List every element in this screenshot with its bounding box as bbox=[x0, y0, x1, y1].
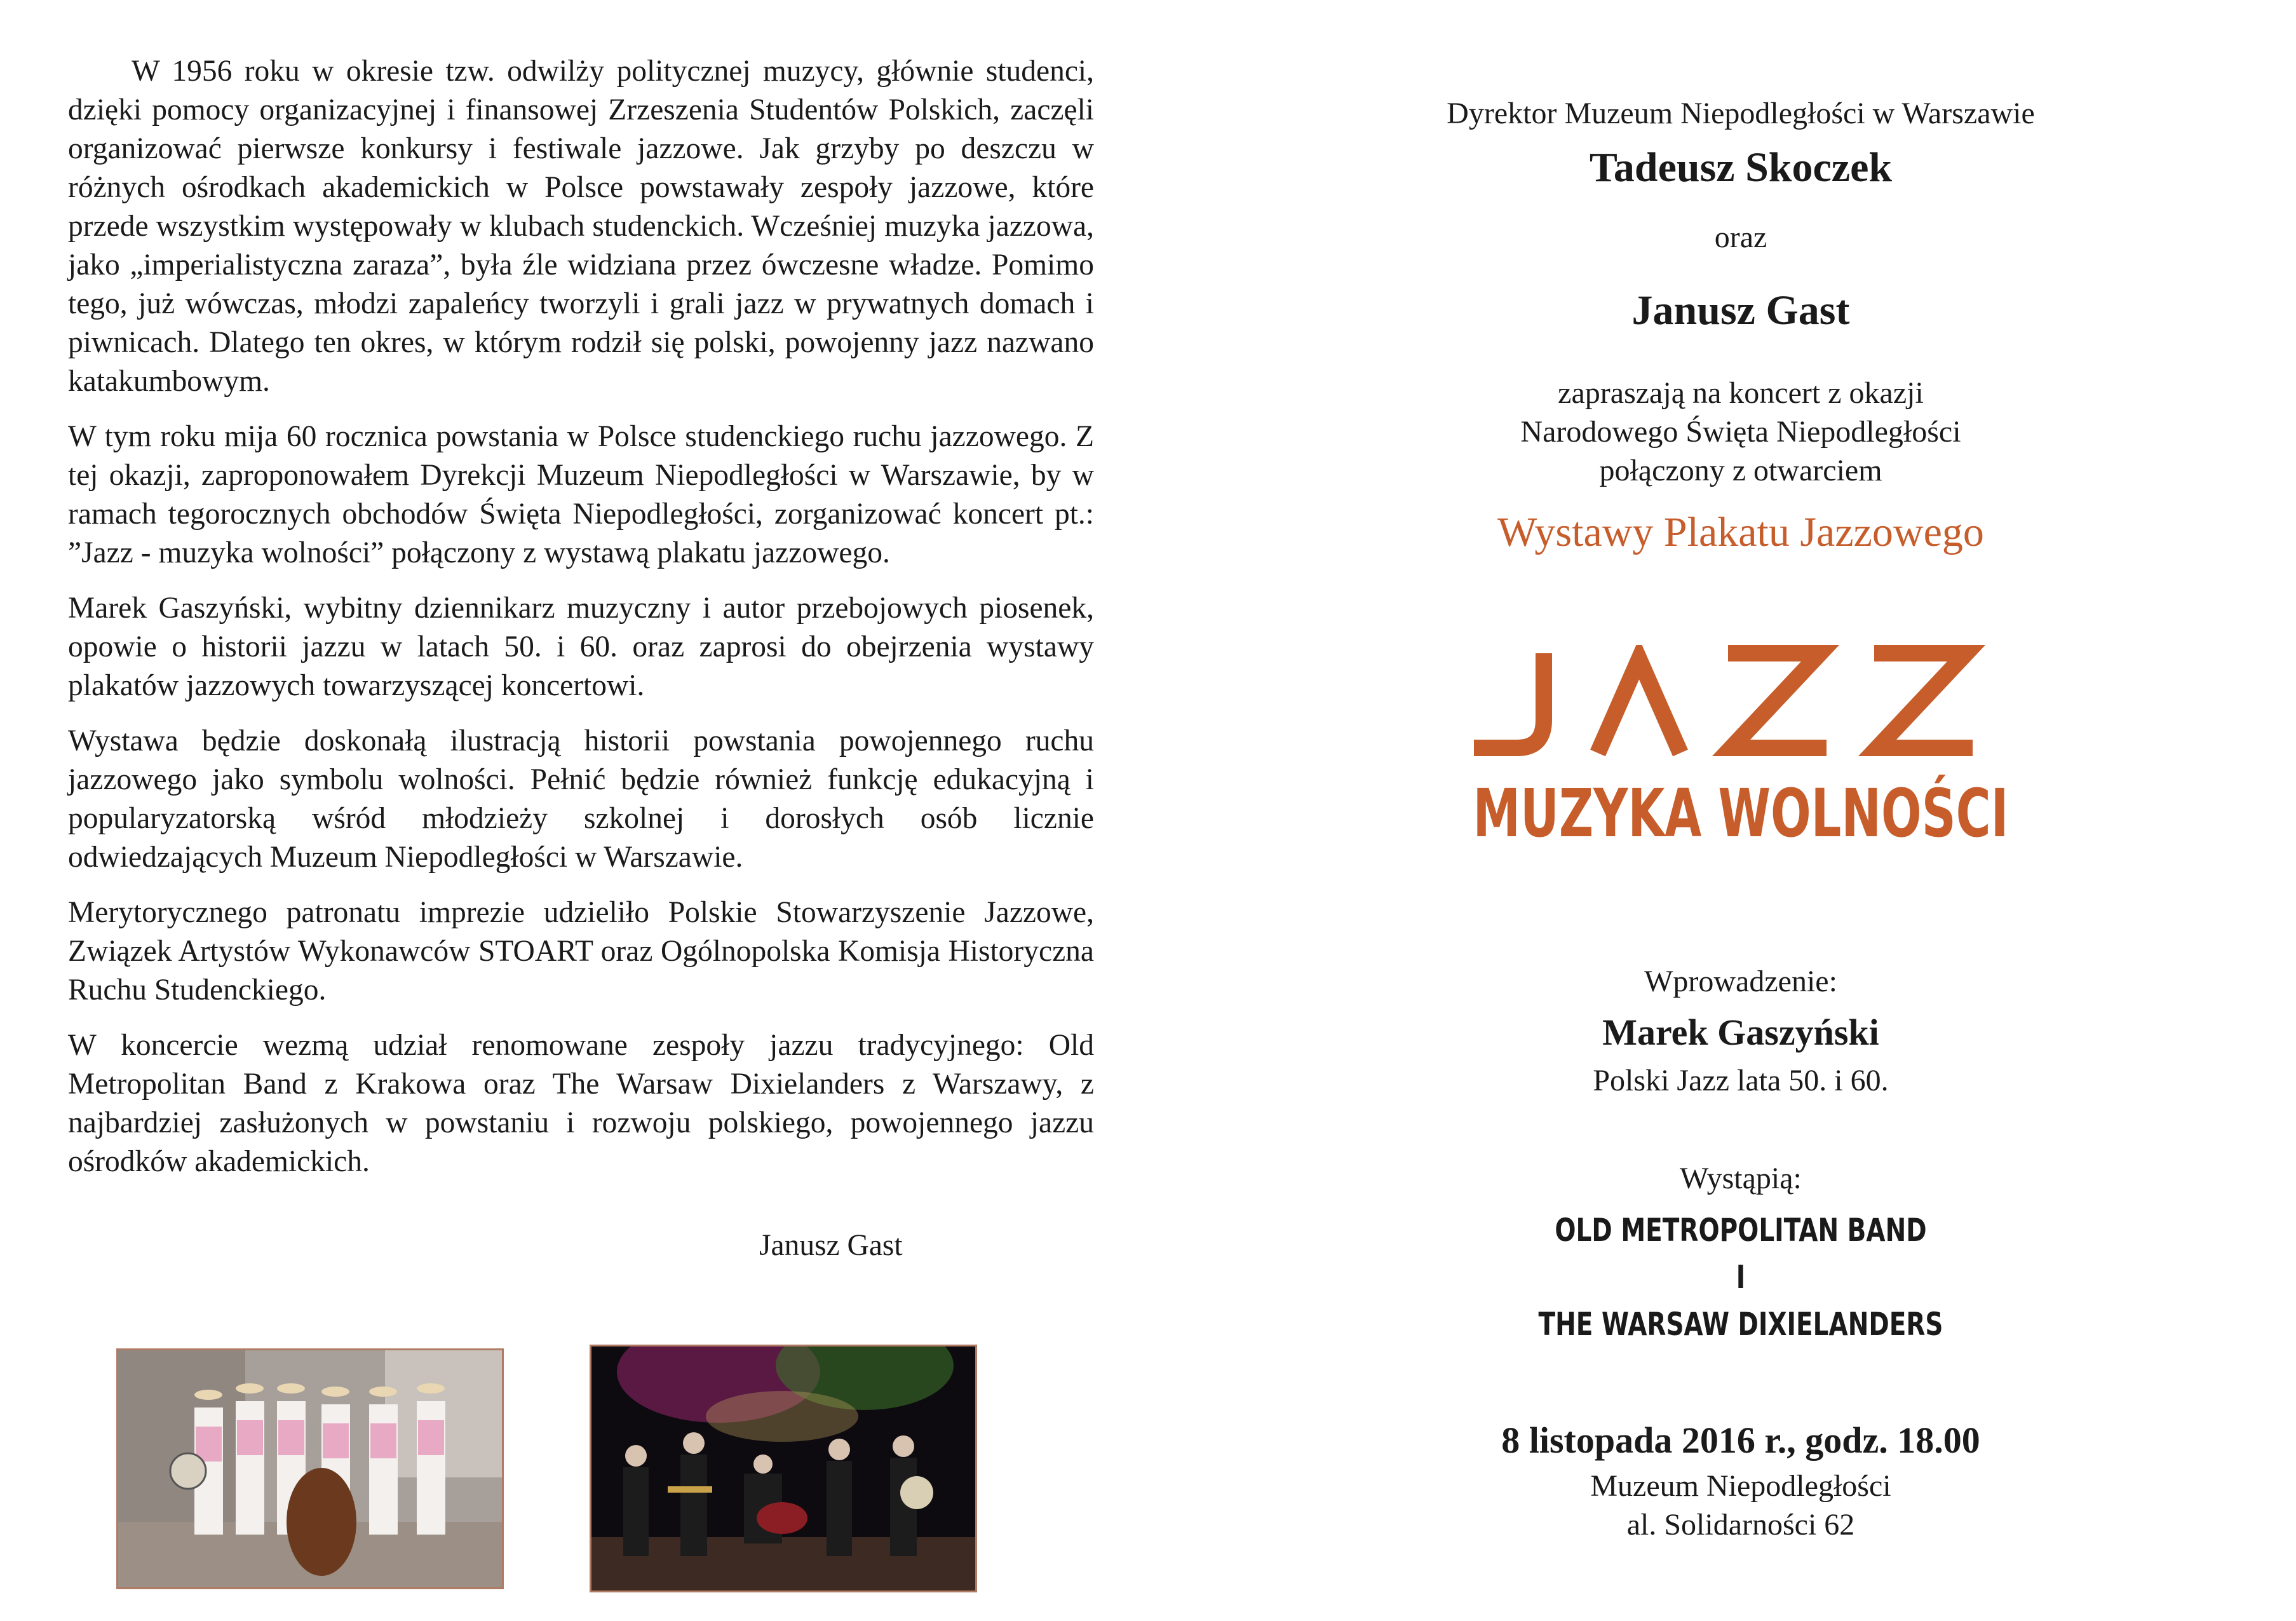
band-separator: I bbox=[1736, 1259, 1746, 1296]
host-name-2: Janusz Gast bbox=[1631, 287, 1850, 334]
intro-speaker: Marek Gaszyński bbox=[1602, 1012, 1879, 1053]
band-photo-stage bbox=[590, 1345, 977, 1592]
article-text bbox=[68, 52, 1094, 1198]
invite-line-3: połączony z otwarciem bbox=[1599, 454, 1882, 487]
band-name-1: OLD METROPOLITAN BAND bbox=[1555, 1212, 1927, 1249]
paragraph-bands: W koncercie wezmą udział renomowane zespoły jazzu tradycyjnego: Old Metropolitan Band z Krakowa oraz The Warsaw Dixielanders z Warszawy, z najbardziej zasłużonych w powstaniu i rozwoju polskiego, powojennego jazzu ośrodków akademickich. bbox=[68, 1029, 1094, 1178]
paragraph-history: W 1956 roku w okresie tzw. odwilży politycznej muzycy, głównie studenci, dzięki pomocy organizacyjnej i finansowej Zrzeszenia Studentów Polskich, zaczęli organizować pierwsze konkursy i festiwale jazzowe. Jak grzyby po deszczu w różnych ośrodkach akademickich w Polsce powstawały zespoły jazzowe, które przede wszystkim występowały w klubach studenckich. Wcześniej muzyka jazzowa, jako „imperialistyczna zaraza”, była źle widziana przez ówczesne władze. Pomimo tego, już wówczas, młodzi zapaleńcy tworzyli i grali jazz w prywatnych domach i piwnicach. Dlatego ten okres, w którym rodził się polski, powojenny jazz nazwano katakumbowym. bbox=[68, 55, 1094, 398]
paragraph-patronage: Merytorycznego patronatu imprezie udzieliło Polskie Stowarzyszenie Jazzowe, Związek Artystów Wykonawców STOART oraz Ogólnopolska Komisja Historyczna Ruchu Studenckiego. bbox=[68, 896, 1094, 1007]
paragraph-exhibition: Wystawa będzie doskonałą ilustracją historii powstania powojennego ruchu jazzowego jako symbolu wolności. Pełnić będzie również funkcję edukacyjną i popularyzatorską wśród młodzieży szkolnej i dorosłych osób licznie odwiedzających Muzeum Niepodległości w Warszawie. bbox=[68, 724, 1094, 874]
director-line: Dyrektor Muzeum Niepodległości w Warszawie bbox=[1447, 97, 2035, 130]
performers-label: Wystąpią: bbox=[1680, 1162, 1802, 1195]
venue-address: al. Solidarności 62 bbox=[1626, 1508, 1855, 1542]
jazz-logo bbox=[1461, 645, 1995, 756]
band-photo-outdoor bbox=[116, 1348, 504, 1589]
intro-label: Wprowadzenie: bbox=[1644, 965, 1837, 998]
intro-topic: Polski Jazz lata 50. i 60. bbox=[1593, 1064, 1889, 1097]
band-name-2: THE WARSAW DIXIELANDERS bbox=[1538, 1306, 1943, 1343]
host-name-1: Tadeusz Skoczek bbox=[1589, 144, 1893, 191]
author-signature: Janusz Gast bbox=[759, 1229, 903, 1262]
conjunction: oraz bbox=[1714, 220, 1767, 254]
paragraph-lecture: Marek Gaszyński, wybitny dziennikarz muzyczny i autor przebojowych piosenek, opowie o historii jazzu w latach 50. i 60. oraz zaprosi do obejrzenia wystawy plakatów jazzowych towarzyszącej koncertowi. bbox=[68, 592, 1094, 702]
invite-line-1: zapraszają na koncert z okazji bbox=[1558, 376, 1924, 410]
jazz-logo-subtitle: MUZYKA WOLNOŚCI bbox=[1473, 775, 2009, 852]
venue-name: Muzeum Niepodległości bbox=[1590, 1469, 1891, 1503]
event-date: 8 listopada 2016 r., godz. 18.00 bbox=[1501, 1420, 1980, 1461]
paragraph-anniversary: W tym roku mija 60 rocznica powstania w Polsce studenckiego ruchu jazzowego. Z tej okazji, zaproponowałem Dyrekcji Muzeum Niepodległości w Warszawie, by w ramach tegorocznych obchodów Święta Niepodległości, zorganizować koncert pt.: ”Jazz - muzyka wolności” połączony z wystawą plakatu jazzowego. bbox=[68, 420, 1094, 569]
invite-line-2: Narodowego Święta Niepodległości bbox=[1520, 415, 1961, 449]
exhibition-title: Wystawy Plakatu Jazzowego bbox=[1497, 509, 1984, 555]
